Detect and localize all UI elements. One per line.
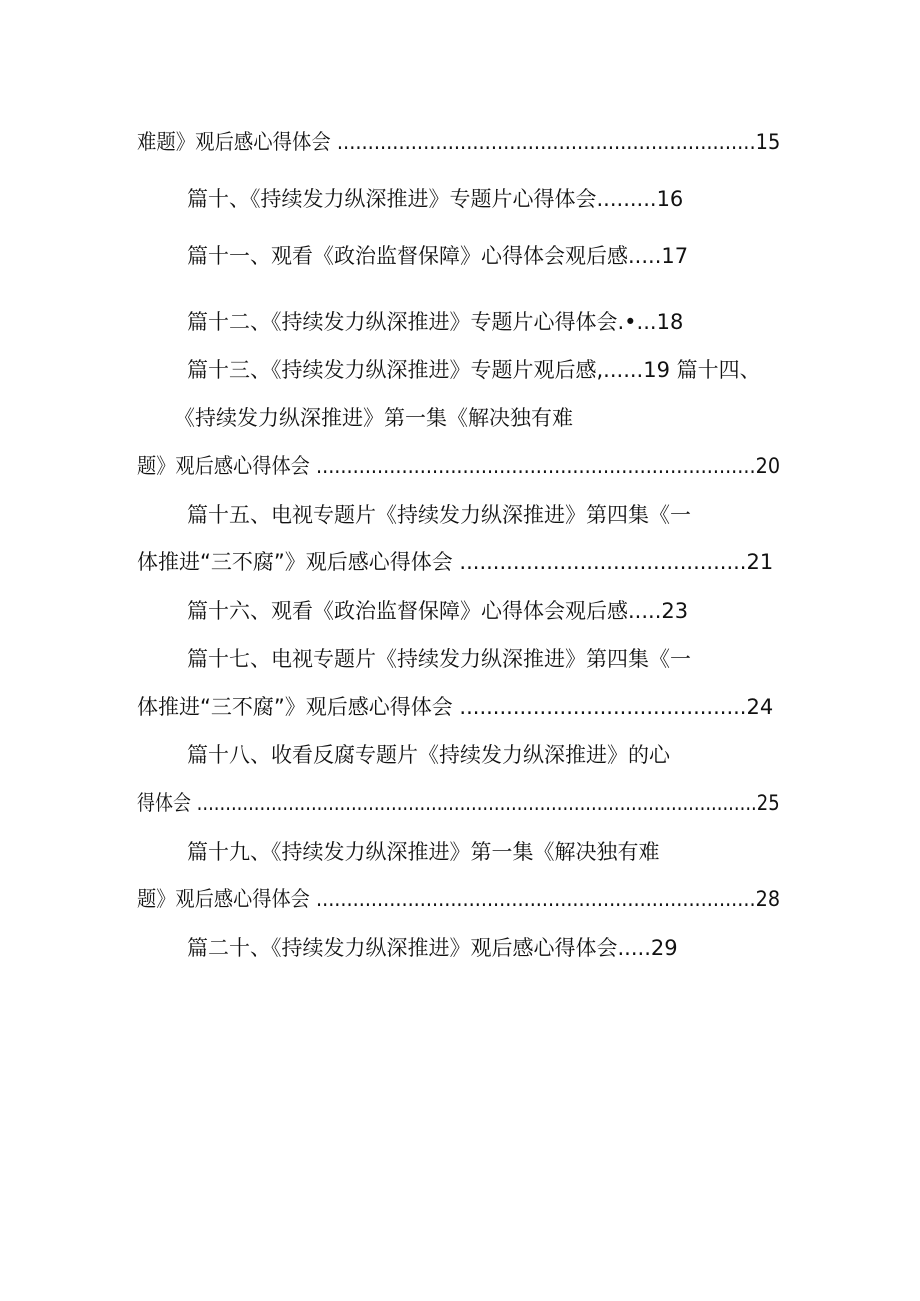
toc-line: 体推进“三不腐”》观后感心得体会 ...........................................24 — [137, 695, 774, 719]
toc-line: 体推进“三不腐”》观后感心得体会 ...........................................21 — [137, 550, 774, 574]
toc-line: 篇十五、电视专题片《持续发力纵深推进》第四集《一 — [187, 503, 691, 527]
toc-line: 篇二十、《持续发力纵深推进》观后感心得体会.....29 — [187, 936, 678, 960]
toc-line: 篇十六、观看《政治监督保障》心得体会观后感.....23 — [187, 599, 689, 623]
toc-line: 篇十一、观看《政治监督保障》心得体会观后感.....17 — [187, 244, 689, 268]
toc-line: 篇十七、电视专题片《持续发力纵深推进》第四集《一 — [187, 647, 691, 671]
toc-line: 篇十九、《持续发力纵深推进》第一集《解决独有难 — [187, 840, 660, 864]
toc-line: 难题》观后感心得体会 ....................................................................15 — [137, 130, 781, 154]
toc-line: 篇十八、收看反腐专题片《持续发力纵深推进》的心 — [187, 743, 670, 767]
toc-line: 《持续发力纵深推进》第一集《解决独有难 — [174, 406, 573, 430]
toc-line: 题》观后感心得体会 ........................................................................28 — [137, 887, 781, 911]
toc-line: 题》观后感心得体会 ........................................................................20 — [137, 454, 781, 478]
toc-line: 篇十二、《持续发力纵深推进》专题片心得体会.•...18 — [187, 310, 684, 334]
toc-line: 篇十三、《持续发力纵深推进》专题片观后感,......19 篇十四、 — [187, 358, 761, 382]
toc-line: 篇十、《持续发力纵深推进》专题片心得体会.........16 — [187, 187, 684, 211]
toc-line: 得体会 ..................................................................................................25 — [137, 791, 780, 815]
